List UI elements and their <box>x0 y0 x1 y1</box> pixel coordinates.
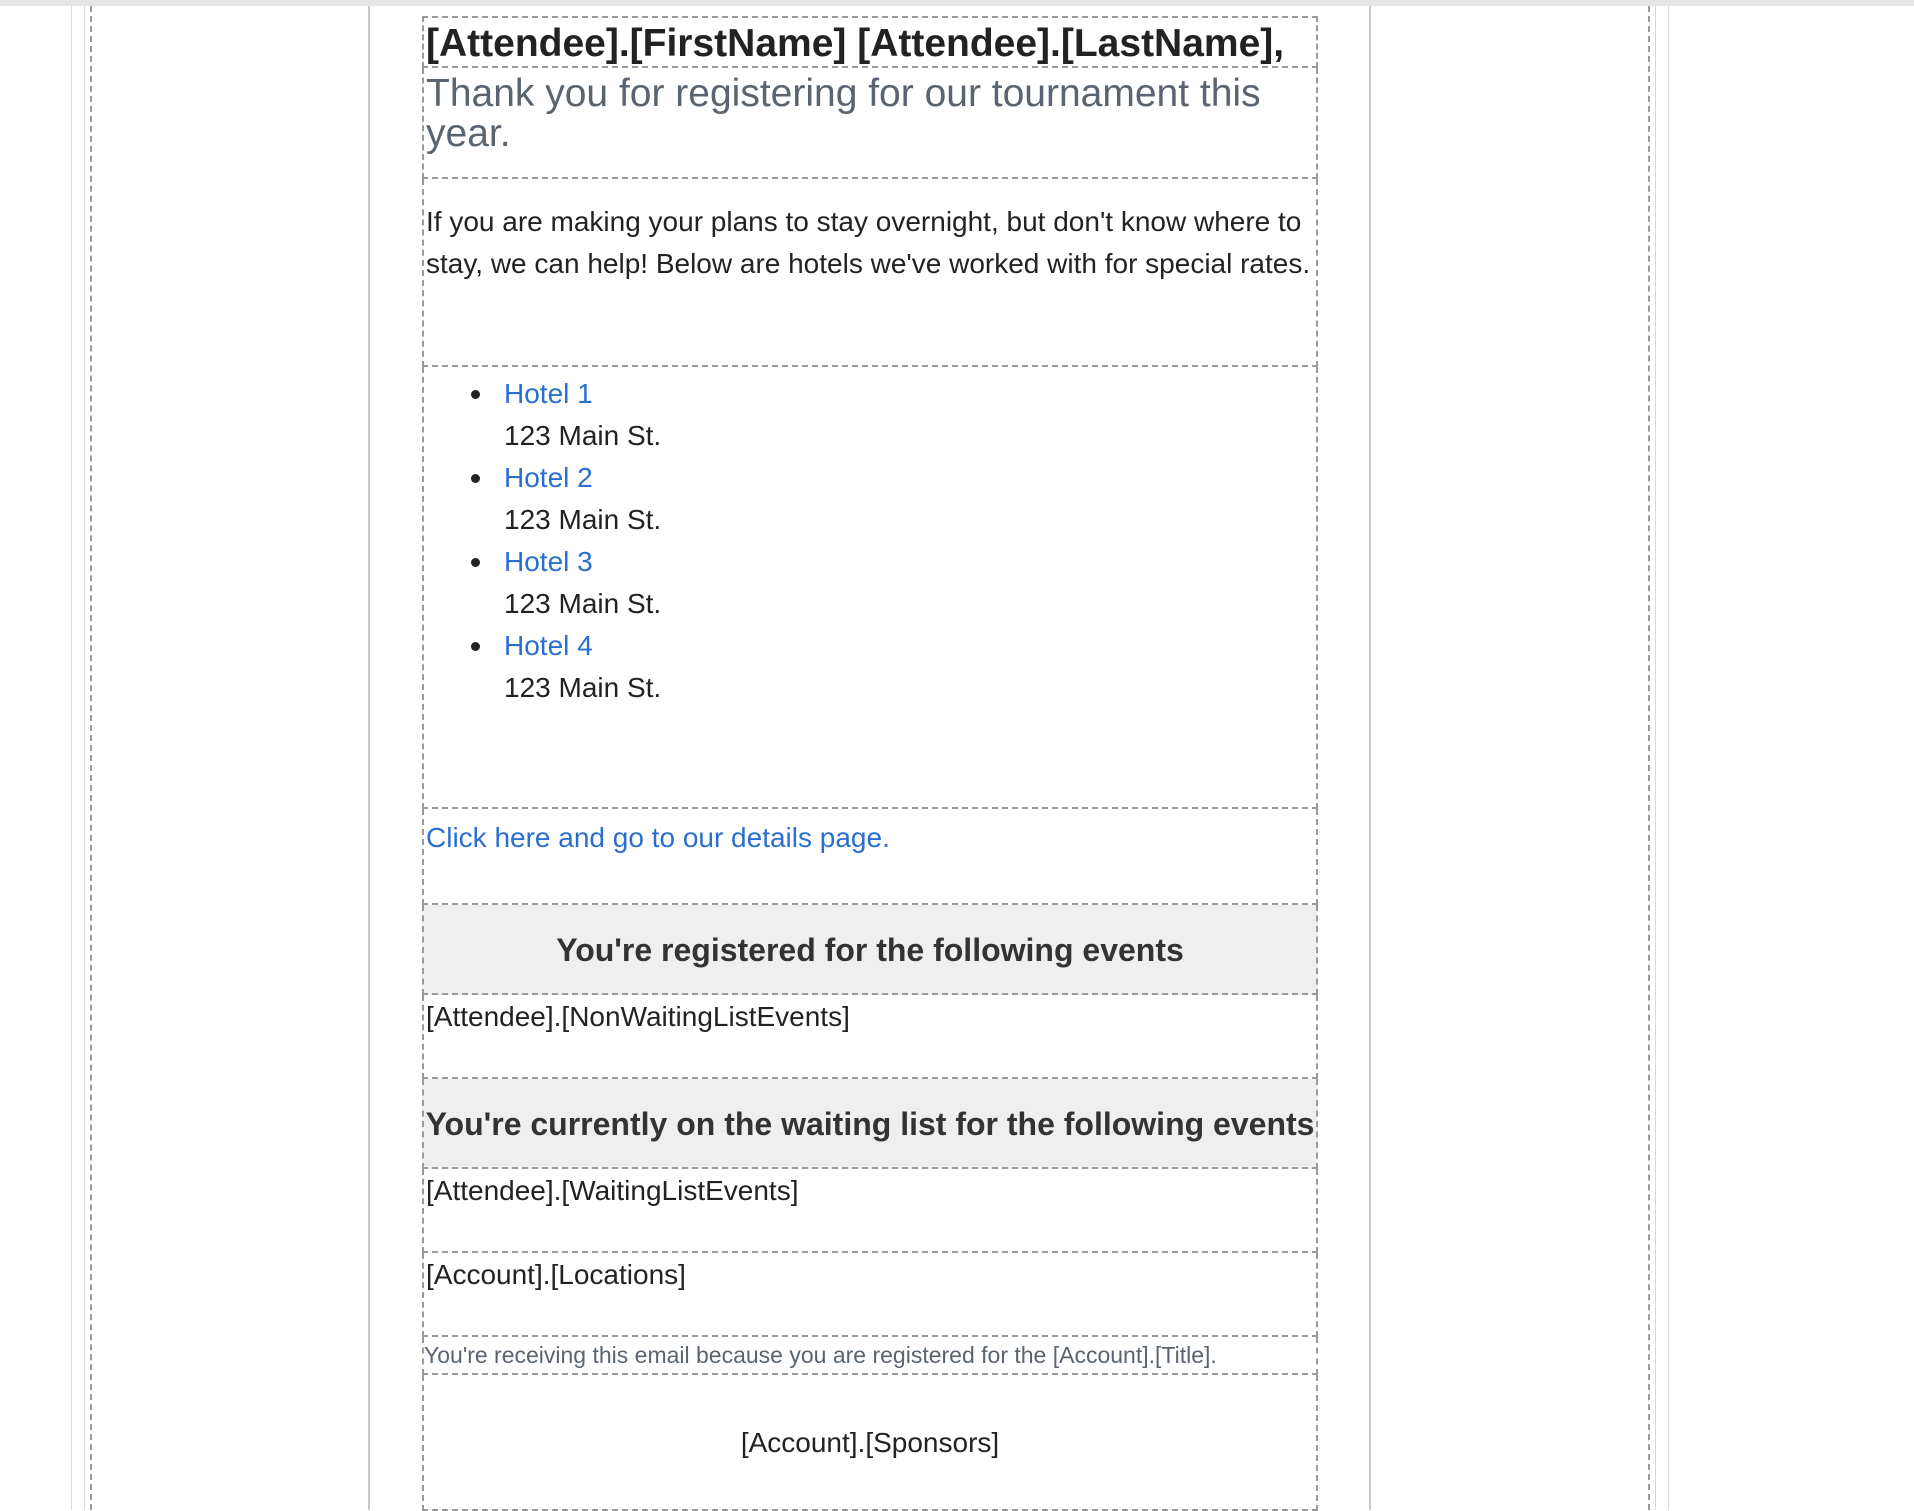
hotel-address: 123 Main St. <box>504 420 662 451</box>
hotel-list <box>424 367 1316 709</box>
details-link[interactable]: Click here and go to our details page. <box>426 822 890 853</box>
hotel-item <box>424 541 1316 625</box>
hotel-link[interactable]: Hotel 1 <box>504 378 593 409</box>
body-guide-right <box>1648 6 1650 1510</box>
top-bar <box>0 0 1914 6</box>
email-body <box>422 16 1318 1511</box>
details-link-block[interactable] <box>422 809 1318 905</box>
intro-paragraph[interactable]: If you are making your plans to stay overnight, but don't know where to stay, we can help! Below are hotels we've worked with for special rates. <box>422 179 1318 367</box>
bullet-icon <box>471 390 480 399</box>
outer-frame-left-inner <box>84 6 85 1510</box>
bullet-icon <box>471 474 480 483</box>
outer-frame-right <box>1668 6 1669 1510</box>
greeting-heading[interactable]: [Attendee].[FirstName] [Attendee].[LastName], <box>422 16 1318 68</box>
bullet-icon <box>471 558 480 567</box>
footer-note[interactable]: You're receiving this email because you are registered for the [Account].[Title]. <box>422 1337 1318 1375</box>
hotel-list-block[interactable] <box>422 367 1318 809</box>
hotel-address: 123 Main St. <box>504 588 662 619</box>
registered-heading[interactable]: You're registered for the following events <box>422 905 1318 995</box>
hotel-link[interactable]: Hotel 3 <box>504 546 593 577</box>
content-frame-right <box>1369 6 1371 1510</box>
hotel-item <box>424 625 1316 709</box>
content-frame-left <box>368 6 370 1510</box>
body-guide-left <box>90 6 92 1510</box>
hotel-address: 123 Main St. <box>504 504 662 535</box>
hotel-link[interactable]: Hotel 4 <box>504 630 593 661</box>
locations-block[interactable]: [Account].[Locations] <box>422 1253 1318 1337</box>
outer-frame-right-inner <box>1655 6 1656 1510</box>
waiting-list-events[interactable]: [Attendee].[WaitingListEvents] <box>422 1169 1318 1253</box>
hotel-item <box>424 457 1316 541</box>
bullet-icon <box>471 642 480 651</box>
waiting-list-heading[interactable]: You're currently on the waiting list for the following events <box>422 1079 1318 1169</box>
sponsors-block[interactable]: [Account].[Sponsors] <box>422 1375 1318 1511</box>
hotel-item <box>424 373 1316 457</box>
thanks-subheading[interactable]: Thank you for registering for our tournament this year. <box>422 68 1318 179</box>
outer-frame-left <box>71 6 72 1510</box>
hotel-address: 123 Main St. <box>504 672 662 703</box>
hotel-link[interactable]: Hotel 2 <box>504 462 593 493</box>
registered-events[interactable]: [Attendee].[NonWaitingListEvents] <box>422 995 1318 1079</box>
